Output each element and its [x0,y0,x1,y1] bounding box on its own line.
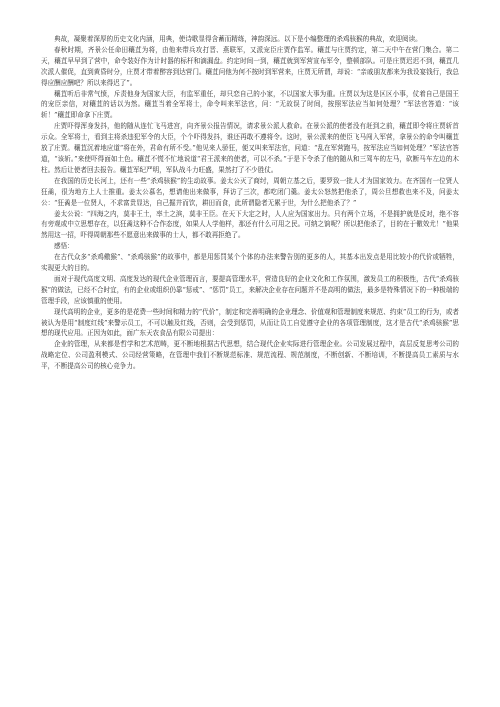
reflection-paragraph-2: 面对于现代高度文明、高度发达的现代企业管理而言，要提高管理水平，营造良好的企业文化和工作氛围，激发员工的积极性，古代“杀鸡骇猴”的做法，已经不合时宜，有的企业或组织仍靠“惩戒”、“惩罚”员工，来解决企业存在问题并不是高明的做法，最多是特殊情况下的一种极端的管理手段，应该慎重的使用。 [41,274,459,305]
reflection-paragraph-3: 现代高明的企业，更多的是花费一些时间和精力的“代价”，制定和完善明确的企业理念、价值观和管理制度来规范、约束”员工的行为，或者被认为是用“制度红线”来警示员工，不可以触及红线，否则，会受到惩罚，从而让员工自觉遵守企业的各项管理制度，这才是古代“杀鸡骇猴”思想的现代应用。正因为如此，面广东天农食品有限公司提出： [41,307,459,338]
story-paragraph-1: 春秋时期，齐景公任命田穰苴为将，由他来带兵攻打晋、燕联军，又派宠臣庄贾作监军。穰苴与庄贾约定，第二天中午在营门集合。第二天，穰苴早早到了营中，命令装好作为计时器的标杆和滴漏盘。约定时间一到，穰苴就到军营宣布军令，整顿部队。可是庄贾迟迟不到，穰苴几次派人催促，直到黄昏时分，庄贾才带着醉容到达营门。穰苴问他为何不按时到军营来，庄贾无所谓，却说：“亲戚朋友都来为我设宴钱行，我总得应酬应酬吧？所以来得迟了”。 [41,45,459,87]
reflection-paragraph-1: 在古代众多“杀鸡儆猴”、“杀鸡骇猴”的故事中，都是用惩罚某个个体的办法来警告别的更多的人，其基本出发点是用比较小的代价或牺牲，实现更大的目的。 [41,253,459,273]
story-paragraph-2: 穰苴听后非常气愤，斥责他身为国家大臣，有监军重任，却只恋自己的小家，不以国家大事为重。庄贾以为这是区区小事，仗着自己是国王的宠臣亲信，对穰苴的话以为然。穰苴当着全军将士，命令叫来军法官，问：“无故误了时间，按照军法应当如何处理？”军法官答道：“该斩！”穰苴即命拿下庄贾。 [41,89,459,120]
story-paragraph-5: 姜太公说：“四海之内，莫非王土，率土之滨，莫非王臣。在天下大定之时，人人应为国家出力。只有两个立场，不是拥护就是反对，绝不容有旁观或中立思想存在，以狂矞这种不合作态度，如果人人学他样，那还有什么可用之民。可纳之饷呢？所以把他杀了，目的在于儆效尤！”他果然用这一招，吓得周朝那些不愿意出来做事的士人，都不敢再拒绝了。 [41,209,459,240]
story-paragraph-3: 庄贾吓得浑身发抖，他的随从连忙飞马进宫，向齐景公报告情况，请求景公派人救命。在景公派的使者没有赶到之前，穰苴即令将庄贾斩首示众。全军将士，看到主将杀违犯军令的大臣，个个吓得发抖，谁还再敢不遵将令。这时，景公派来的使臣飞马闯入军营，拿景公的命令叫穰苴放了庄贾。穰苴沉着地应道“将在外，君命有所不受。”他见来人骄狂，便又叫来军法官，问道：“乱在军营跑马，按军法应当如何处理？”军法官答道，“该斩。”来使吓得面如土色。穰苴不慌不忙地说道“君王派来的使者，可以不杀。”于是下令杀了他的随从和三驾车的左马，砍断马车左边的木柱。然后让使者回去报告。穰苴军纪严明，军队战斗力旺盛，果然打了不少胜仗。 [41,122,459,174]
story-paragraph-4: 在我国的历史长河上，还有一些“杀鸡骇猴”的生动故事。姜太公灭了商纣，周朝立基之后，要罗致一批人才为国家效力。在齐国有一位贤人狂矞，很为地方上人士推重。姜太公慕名，想请他出来做事，拜访了三次，都吃闭门羹。姜太公怒然把他杀了，周公旦想救也来不及，问姜太公：“狂矞是一位贤人，不求富贵显达，自己掘井而饮，耕田而食，此所谓隐者无累于世，为什么把他杀了？” [41,176,459,207]
reflection-heading: 感悟： [54,242,74,251]
reflection-paragraph-4: 企业的管理，从来都是哲学和艺术范畴，更不断地根据古代思想，结合现代企业实际进行管理企业。公司发展过程中，高层反复思考公司的战略定位、公司盈利模式、公司经营策略，在管理中我们不断规范标准、规范流程、规范制度，不断创新、不断培训，不断提高员工素质与水平，不断提高公司的核心竞争力。 [41,340,459,371]
intro-paragraph: 典故，凝聚着深厚的历史文化内涵，用典，使诗歌显得含蓄而精练，神韵深远。以下是小编整理的杀鸡骇猴的典故，欢迎阅读。 [54,35,422,43]
